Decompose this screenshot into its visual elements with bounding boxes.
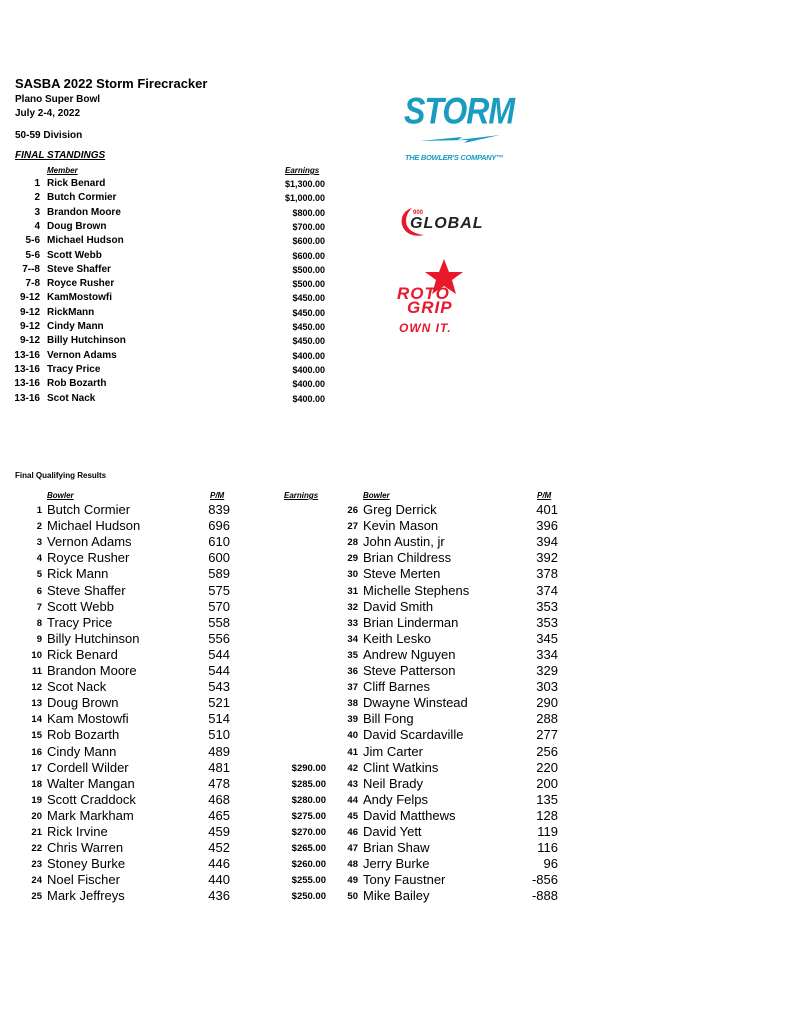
qualifying-pm-header-left: P/M bbox=[210, 491, 225, 500]
qualifying-number: 37 bbox=[347, 682, 358, 694]
grip-wordmark: GRIP bbox=[407, 298, 453, 317]
qualifying-number: 5 bbox=[36, 569, 42, 581]
qualifying-bowler: Andy Felps bbox=[363, 791, 429, 807]
qualifying-pm: 396 bbox=[536, 518, 558, 534]
qualifying-pm: 544 bbox=[208, 646, 230, 662]
roto-grip-logo bbox=[393, 258, 497, 338]
qualifying-pm: 334 bbox=[536, 646, 558, 662]
qualifying-pm: 589 bbox=[208, 566, 230, 582]
qualifying-bowler: Stoney Burke bbox=[47, 856, 126, 872]
qualifying-row bbox=[0, 631, 600, 647]
qualifying-bowler: Doug Brown bbox=[47, 695, 119, 711]
qualifying-pm: 558 bbox=[208, 614, 230, 630]
qualifying-bowler: Rick Mann bbox=[47, 566, 109, 582]
qualifying-number: 49 bbox=[347, 875, 358, 887]
qualifying-pm: 392 bbox=[536, 550, 558, 566]
standings-place: 9-12 bbox=[19, 321, 40, 332]
qualifying-bowler: Clint Watkins bbox=[363, 759, 439, 775]
storm-wordmark: STORM bbox=[404, 90, 514, 132]
standings-place: 5-6 bbox=[25, 249, 40, 261]
qualifying-number: 21 bbox=[31, 827, 42, 838]
qualifying-bowler-header-right: Bowler bbox=[363, 491, 390, 500]
qualifying-number: 36 bbox=[347, 666, 358, 677]
standings-place: 13-16 bbox=[14, 349, 40, 361]
qualifying-pm: 220 bbox=[536, 759, 558, 775]
qualifying-bowler: Vernon Adams bbox=[47, 534, 132, 550]
qualifying-pm: 345 bbox=[536, 630, 558, 646]
standings-earnings: $700.00 bbox=[292, 221, 325, 232]
qualifying-pm: 514 bbox=[208, 711, 230, 727]
qualifying-pm: 394 bbox=[536, 534, 558, 550]
standings-earnings: $400.00 bbox=[292, 379, 325, 390]
qualifying-row bbox=[0, 824, 600, 840]
division: 50-59 Division bbox=[15, 130, 83, 141]
qualifying-pm: 481 bbox=[208, 759, 230, 775]
standings-place: 1 bbox=[34, 178, 40, 189]
qualifying-number: 24 bbox=[31, 875, 42, 887]
qualifying-number: 8 bbox=[36, 617, 42, 629]
qualifying-bowler: John Austin, jr bbox=[363, 534, 445, 550]
qualifying-number: 15 bbox=[31, 730, 42, 742]
qualifying-bowler: Rick Irvine bbox=[47, 824, 108, 839]
standings-row bbox=[0, 364, 340, 378]
qualifying-number: 43 bbox=[347, 778, 358, 790]
standings-earnings: $400.00 bbox=[292, 364, 325, 375]
qualifying-number: 48 bbox=[347, 859, 358, 871]
qualifying-pm: 303 bbox=[536, 679, 558, 695]
standings-earnings: $400.00 bbox=[292, 393, 325, 404]
standings-name: Billy Hutchinson bbox=[47, 335, 126, 347]
qualifying-bowler: Butch Cormier bbox=[47, 502, 131, 517]
qualifying-pm: 401 bbox=[536, 502, 558, 517]
qualifying-number: 4 bbox=[36, 553, 42, 565]
qualifying-number: 47 bbox=[347, 843, 358, 855]
qualifying-pm: -888 bbox=[531, 888, 558, 904]
qualifying-bowler: Andrew Nguyen bbox=[363, 646, 456, 662]
standings-row bbox=[0, 235, 340, 249]
qualifying-pm: 544 bbox=[208, 663, 230, 678]
qualifying-bowler: Steve Patterson bbox=[363, 663, 456, 678]
qualifying-number: 32 bbox=[347, 601, 358, 613]
qualifying-pm: 353 bbox=[536, 614, 558, 630]
standings-earnings: $500.00 bbox=[292, 279, 325, 290]
qualifying-number: 50 bbox=[347, 891, 358, 903]
qualifying-number: 31 bbox=[347, 585, 358, 597]
qualifying-pm: 96 bbox=[543, 856, 558, 872]
standings-place: 7-8 bbox=[25, 278, 40, 290]
qualifying-title: Final Qualifying Results bbox=[15, 471, 107, 480]
qualifying-bowler: Bill Fong bbox=[363, 711, 414, 727]
qualifying-number: 3 bbox=[36, 537, 42, 549]
standings-name: Scot Nack bbox=[47, 392, 96, 404]
qualifying-pm: 128 bbox=[536, 807, 558, 823]
qualifying-pm: 277 bbox=[536, 727, 558, 743]
qualifying-number: 35 bbox=[347, 649, 358, 661]
qualifying-row bbox=[0, 647, 600, 663]
standings-row bbox=[0, 207, 340, 221]
qualifying-pm: 135 bbox=[536, 791, 558, 807]
standings-name: Cindy Mann bbox=[47, 321, 104, 332]
qualifying-bowler: Brandon Moore bbox=[47, 663, 137, 678]
standings-place: 5-6 bbox=[25, 235, 40, 247]
standings-name: Doug Brown bbox=[47, 220, 107, 232]
qualifying-bowler: David Matthews bbox=[363, 807, 456, 823]
qualifying-row bbox=[0, 760, 600, 776]
standings-place: 3 bbox=[34, 206, 40, 218]
qualifying-row bbox=[0, 502, 600, 518]
qualifying-row bbox=[0, 856, 600, 872]
qualifying-pm: 116 bbox=[537, 840, 558, 856]
standings-row bbox=[0, 178, 340, 192]
standings-row bbox=[0, 350, 340, 364]
qualifying-row bbox=[0, 679, 600, 695]
qualifying-pm: 353 bbox=[536, 598, 558, 614]
qualifying-pm: -856 bbox=[531, 872, 558, 888]
standings-name: Butch Cormier bbox=[47, 192, 117, 204]
qualifying-pm: 575 bbox=[208, 582, 230, 598]
qualifying-bowler: Tracy Price bbox=[47, 614, 113, 630]
qualifying-bowler: Tony Faustner bbox=[363, 872, 446, 888]
standings-name: Royce Rusher bbox=[47, 278, 115, 290]
qualifying-row bbox=[0, 566, 600, 582]
qualifying-bowler: Rick Benard bbox=[47, 646, 118, 662]
standings-name: Rob Bozarth bbox=[47, 378, 107, 390]
standings-title: FINAL STANDINGS bbox=[15, 150, 106, 161]
qualifying-pm: 600 bbox=[208, 550, 230, 566]
qualifying-bowler-header-left: Bowler bbox=[47, 491, 74, 500]
qualifying-number: 45 bbox=[347, 810, 358, 822]
qualifying-pm: 200 bbox=[536, 775, 558, 791]
qualifying-row bbox=[0, 518, 600, 534]
qualifying-number: 23 bbox=[31, 859, 42, 871]
qualifying-earnings: $280.00 bbox=[291, 794, 326, 806]
qualifying-number: 20 bbox=[31, 810, 42, 822]
qualifying-bowler: Royce Rusher bbox=[47, 550, 130, 566]
qualifying-row bbox=[0, 727, 600, 743]
qualifying-pm: 468 bbox=[208, 791, 230, 807]
global-badge: 900 bbox=[413, 210, 424, 216]
standings-row bbox=[0, 321, 340, 335]
qualifying-number: 33 bbox=[347, 617, 358, 629]
standings-earnings: $450.00 bbox=[292, 322, 325, 332]
standings-name: Tracy Price bbox=[47, 363, 101, 375]
qualifying-number: 29 bbox=[347, 553, 358, 565]
standings-earnings: $800.00 bbox=[292, 207, 325, 218]
qualifying-number: 44 bbox=[347, 794, 358, 806]
qualifying-number: 42 bbox=[347, 762, 358, 774]
qualifying-number: 12 bbox=[31, 682, 42, 694]
standings-name: Steve Shaffer bbox=[47, 263, 111, 275]
qualifying-pm: 459 bbox=[208, 824, 230, 839]
standings-earnings: $1,000.00 bbox=[284, 193, 325, 204]
qualifying-pm: 374 bbox=[536, 582, 558, 598]
qualifying-row bbox=[0, 808, 600, 824]
qualifying-number: 40 bbox=[347, 730, 358, 742]
standings-row bbox=[0, 393, 340, 407]
qualifying-pm: 119 bbox=[537, 824, 558, 839]
qualifying-bowler: David Yett bbox=[363, 824, 422, 839]
qualifying-bowler: Chris Warren bbox=[47, 840, 124, 856]
standings-place: 4 bbox=[34, 220, 40, 232]
qualifying-number: 22 bbox=[31, 843, 42, 855]
qualifying-pm: 436 bbox=[208, 888, 230, 904]
qualifying-pm: 446 bbox=[208, 856, 230, 872]
qualifying-number: 46 bbox=[347, 827, 358, 838]
qualifying-bowler: Rob Bozarth bbox=[47, 727, 120, 743]
qualifying-bowler: Brian Childress bbox=[363, 550, 452, 566]
qualifying-number: 38 bbox=[347, 698, 358, 710]
qualifying-row bbox=[0, 615, 600, 631]
900-global-logo bbox=[398, 205, 514, 241]
qualifying-bowler: Neil Brady bbox=[363, 775, 423, 791]
qualifying-number: 16 bbox=[31, 746, 42, 758]
qualifying-earnings: $250.00 bbox=[291, 891, 326, 903]
standings-name: Vernon Adams bbox=[47, 349, 117, 361]
standings-member-header: Member bbox=[47, 166, 78, 175]
standings-place: 13-16 bbox=[14, 378, 40, 390]
standings-row bbox=[0, 250, 340, 264]
qualifying-pm: 288 bbox=[536, 711, 558, 727]
qualifying-pm: 329 bbox=[536, 663, 558, 678]
qualifying-number: 10 bbox=[31, 649, 42, 661]
standings-earnings: $450.00 bbox=[292, 293, 325, 304]
qualifying-row bbox=[0, 744, 600, 760]
qualifying-bowler: Kam Mostowfi bbox=[47, 711, 129, 727]
page-title: SASBA 2022 Storm Firecracker bbox=[15, 76, 208, 91]
standings-place: 9-12 bbox=[19, 292, 40, 304]
qualifying-earnings: $260.00 bbox=[291, 859, 326, 871]
qualifying-number: 6 bbox=[36, 585, 42, 597]
standings-row bbox=[0, 221, 340, 235]
qualifying-bowler: Jerry Burke bbox=[363, 856, 430, 872]
standings-row bbox=[0, 278, 340, 292]
qualifying-pm: 378 bbox=[536, 566, 558, 582]
qualifying-number: 9 bbox=[36, 633, 42, 645]
qualifying-bowler: Kevin Mason bbox=[363, 518, 439, 534]
qualifying-number: 1 bbox=[36, 505, 42, 516]
standings-earnings-header: Earnings bbox=[285, 166, 320, 175]
qualifying-bowler: Scot Nack bbox=[47, 679, 107, 695]
qualifying-earnings: $265.00 bbox=[291, 843, 326, 855]
qualifying-number: 34 bbox=[347, 633, 358, 645]
qualifying-bowler: Jim Carter bbox=[363, 743, 423, 759]
qualifying-bowler: Michelle Stephens bbox=[363, 582, 470, 598]
qualifying-number: 27 bbox=[347, 521, 358, 533]
qualifying-bowler: Dwayne Winstead bbox=[363, 695, 468, 711]
qualifying-bowler: Cliff Barnes bbox=[363, 679, 430, 695]
standings-place: 2 bbox=[34, 192, 40, 204]
standings-name: Michael Hudson bbox=[47, 235, 124, 247]
qualifying-bowler: Scott Webb bbox=[47, 598, 114, 614]
qualifying-pm: 570 bbox=[208, 598, 230, 614]
qualifying-bowler: Steve Merten bbox=[363, 566, 441, 582]
qualifying-number: 26 bbox=[347, 505, 358, 516]
qualifying-bowler: Scott Craddock bbox=[47, 791, 136, 807]
qualifying-pm: 478 bbox=[208, 775, 230, 791]
storm-logo bbox=[400, 90, 514, 168]
standings-name: Rick Benard bbox=[47, 178, 106, 189]
qualifying-number: 41 bbox=[347, 746, 358, 758]
standings-row bbox=[0, 335, 340, 349]
standings-row bbox=[0, 264, 340, 278]
standings-row bbox=[0, 292, 340, 306]
qualifying-number: 17 bbox=[31, 762, 42, 774]
qualifying-bowler: Cindy Mann bbox=[47, 743, 117, 759]
qualifying-bowler: Keith Lesko bbox=[363, 630, 431, 646]
roto-wordmark: ROTO bbox=[397, 284, 450, 303]
qualifying-number: 2 bbox=[36, 521, 42, 533]
qualifying-number: 18 bbox=[31, 778, 42, 790]
standings-name: KamMostowfi bbox=[47, 292, 112, 304]
qualifying-earnings: $275.00 bbox=[291, 810, 326, 822]
standings-earnings: $1,300.00 bbox=[284, 179, 325, 189]
qualifying-bowler: Mark Jeffreys bbox=[47, 888, 125, 904]
standings-place: 7--8 bbox=[22, 263, 40, 275]
dates: July 2-4, 2022 bbox=[15, 108, 81, 119]
standings-row bbox=[0, 192, 340, 206]
qualifying-pm: 696 bbox=[208, 518, 230, 534]
qualifying-number: 39 bbox=[347, 714, 358, 726]
qualifying-earnings: $255.00 bbox=[291, 875, 326, 887]
qualifying-pm: 489 bbox=[208, 743, 230, 759]
qualifying-bowler: Billy Hutchinson bbox=[47, 630, 140, 646]
qualifying-bowler: Cordell Wilder bbox=[47, 759, 129, 775]
qualifying-bowler: David Scardaville bbox=[363, 727, 464, 743]
qualifying-row bbox=[0, 872, 600, 888]
qualifying-pm: 556 bbox=[208, 630, 230, 646]
qualifying-earnings: $290.00 bbox=[291, 762, 326, 774]
qualifying-bowler: Noel Fischer bbox=[47, 872, 120, 888]
standings-place: 9-12 bbox=[19, 306, 40, 318]
qualifying-number: 25 bbox=[31, 891, 42, 903]
qualifying-pm: 521 bbox=[208, 695, 230, 711]
qualifying-bowler: Greg Derrick bbox=[363, 502, 437, 517]
qualifying-row bbox=[0, 663, 600, 679]
qualifying-pm: 256 bbox=[536, 743, 558, 759]
qualifying-bowler: Brian Linderman bbox=[363, 614, 459, 630]
standings-earnings: $600.00 bbox=[292, 236, 325, 247]
qualifying-number: 19 bbox=[31, 794, 42, 806]
qualifying-earnings-header: Earnings bbox=[284, 491, 319, 500]
qualifying-row bbox=[0, 888, 600, 904]
qualifying-pm: 510 bbox=[208, 727, 230, 743]
qualifying-pm: 452 bbox=[208, 840, 230, 856]
qualifying-bowler: Mark Markham bbox=[47, 807, 134, 823]
qualifying-row bbox=[0, 534, 600, 550]
qualifying-pm: 440 bbox=[208, 872, 230, 888]
qualifying-row bbox=[0, 711, 600, 727]
qualifying-row bbox=[0, 840, 600, 856]
standings-earnings: $450.00 bbox=[292, 336, 325, 347]
standings-row bbox=[0, 307, 340, 321]
qualifying-number: 11 bbox=[31, 666, 42, 677]
qualifying-pm: 290 bbox=[536, 695, 558, 711]
qualifying-pm: 543 bbox=[208, 679, 230, 695]
standings-name: Brandon Moore bbox=[47, 206, 121, 218]
standings-place: 13-16 bbox=[14, 363, 40, 375]
qualifying-bowler: Mike Bailey bbox=[363, 888, 430, 904]
qualifying-row bbox=[0, 599, 600, 615]
qualifying-bowler: Michael Hudson bbox=[47, 518, 141, 534]
roto-tagline: OWN IT. bbox=[399, 321, 452, 335]
qualifying-row bbox=[0, 695, 600, 711]
qualifying-number: 28 bbox=[347, 537, 358, 549]
qualifying-pm: 465 bbox=[208, 807, 230, 823]
qualifying-pm: 610 bbox=[208, 534, 230, 550]
standings-name: Scott Webb bbox=[47, 249, 102, 261]
qualifying-earnings: $270.00 bbox=[291, 827, 326, 838]
qualifying-row bbox=[0, 792, 600, 808]
qualifying-row bbox=[0, 776, 600, 792]
qualifying-bowler: Steve Shaffer bbox=[47, 582, 126, 598]
qualifying-row bbox=[0, 550, 600, 566]
qualifying-number: 30 bbox=[347, 569, 358, 581]
qualifying-pm: 839 bbox=[208, 502, 230, 517]
global-wordmark: GLOBAL bbox=[410, 215, 484, 232]
lightning-bolt-icon bbox=[420, 132, 500, 146]
venue: Plano Super Bowl bbox=[15, 94, 101, 105]
standings-earnings: $400.00 bbox=[292, 350, 325, 361]
standings-earnings: $450.00 bbox=[292, 307, 325, 318]
qualifying-bowler: Brian Shaw bbox=[363, 840, 430, 856]
qualifying-bowler: Walter Mangan bbox=[47, 775, 135, 791]
standings-row bbox=[0, 378, 340, 392]
standings-name: RickMann bbox=[47, 306, 95, 318]
standings-earnings: $500.00 bbox=[292, 264, 325, 275]
qualifying-earnings: $285.00 bbox=[291, 778, 326, 790]
standings-earnings: $600.00 bbox=[292, 250, 325, 261]
storm-tagline: THE BOWLER'S COMPANY™ bbox=[405, 153, 504, 162]
qualifying-pm-header-right: P/M bbox=[537, 491, 552, 500]
qualifying-number: 13 bbox=[31, 698, 42, 710]
qualifying-row bbox=[0, 583, 600, 599]
qualifying-number: 7 bbox=[36, 601, 42, 613]
qualifying-bowler: David Smith bbox=[363, 598, 434, 614]
qualifying-number: 14 bbox=[31, 714, 42, 726]
standings-place: 13-16 bbox=[14, 392, 40, 404]
standings-place: 9-12 bbox=[19, 335, 40, 347]
